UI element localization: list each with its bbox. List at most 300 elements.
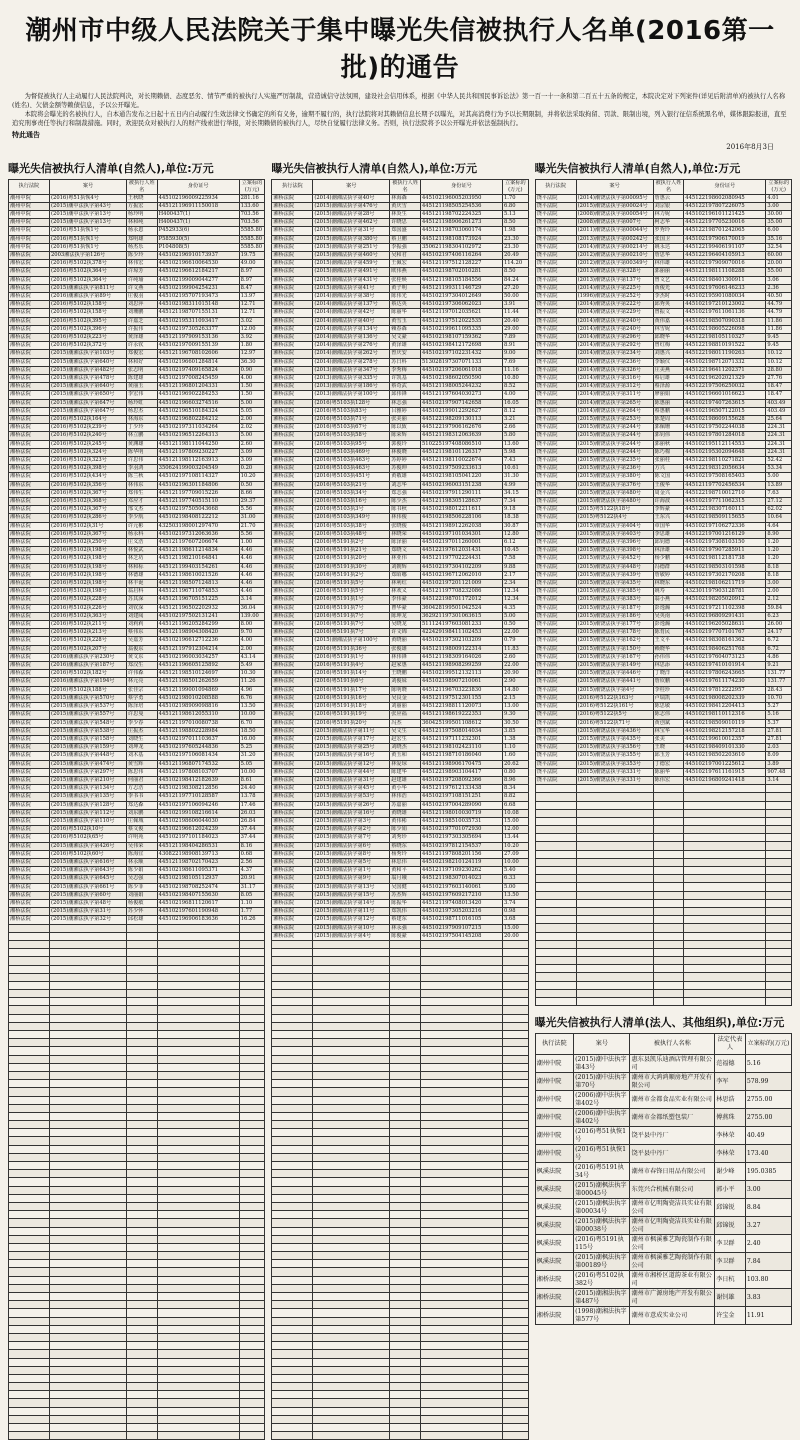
name-cell: 黄雪玉 (390, 317, 421, 325)
court-cell: 湘桥法院 (9, 801, 50, 809)
case-number-cell: (2016)粤5102执164号 (50, 415, 127, 423)
empty-cell (50, 1022, 127, 1030)
empty-cell (653, 858, 684, 866)
name-cell: 林海森 (390, 194, 421, 202)
table-row (272, 219, 528, 227)
table-row (535, 325, 791, 333)
empty-cell (766, 891, 792, 899)
amount-cell: 4.86 (766, 653, 792, 661)
table-row-filler (272, 973, 528, 981)
name-cell: 陈少菲 (126, 883, 157, 891)
empty-cell (9, 1063, 50, 1071)
id-cell: 邱锦锐 (715, 1217, 746, 1235)
empty-cell (313, 998, 390, 1006)
empty-cell (313, 1112, 390, 1120)
empty-cell (126, 1415, 157, 1423)
empty-cell (313, 1317, 390, 1325)
empty-cell (9, 1039, 50, 1047)
name-cell: 吴晓龙 (390, 621, 421, 629)
court-cell: 潮州中院 (535, 1109, 573, 1127)
empty-cell (239, 998, 265, 1006)
id-cell: 445102195302094648 (684, 448, 766, 456)
empty-cell (9, 1325, 50, 1333)
empty-cell (390, 1096, 421, 1104)
table-row-filler (535, 957, 791, 965)
case-number-cell: (2015)潮湘法执字第134号 (50, 785, 127, 793)
court-cell: 湘桥法院 (9, 883, 50, 891)
court-cell: 潮州中院 (9, 227, 50, 235)
court-cell: 饶平法院 (535, 432, 576, 440)
court-cell: 饶平法院 (535, 555, 576, 563)
empty-cell (684, 907, 766, 915)
case-number-cell: (2014)潮饶法执字第326号 (576, 366, 653, 374)
empty-cell (50, 1039, 127, 1047)
court-cell: 饶平法院 (535, 481, 576, 489)
table-row-filler (535, 834, 791, 842)
amount-cell: 10.12 (766, 358, 792, 366)
name-cell: 张丽桂 (653, 457, 684, 465)
id-cell: 445121198908299259 (420, 662, 502, 670)
empty-cell (9, 1383, 50, 1391)
name-cell: 许思曼 (126, 711, 157, 719)
empty-cell (390, 998, 421, 1006)
empty-cell (313, 1104, 390, 1112)
amount-cell: 11.44 (502, 309, 528, 317)
empty-cell (272, 990, 313, 998)
id-cell: 445122198312056634 (684, 465, 766, 473)
court-cell: 湘桥法院 (272, 358, 313, 366)
amount-cell: 6.70 (239, 719, 265, 727)
id-cell: 445102197008245459 (157, 374, 239, 382)
empty-cell (239, 1047, 265, 1055)
table-row-filler (272, 1178, 528, 1186)
case-number-cell: (2015)潮枫法执字第00045号 (574, 1181, 630, 1199)
amount-cell: 224.31 (766, 448, 792, 456)
table-row (272, 301, 528, 309)
empty-cell (50, 973, 127, 981)
table-row (272, 719, 528, 727)
table-row (9, 694, 265, 702)
id-cell: 445102199610012357 (684, 735, 766, 743)
empty-cell (502, 1358, 528, 1366)
court-cell: 湘桥法院 (272, 760, 313, 768)
empty-cell (502, 949, 528, 957)
empty-cell (420, 1088, 502, 1096)
name-cell: 黄庆雪 (390, 202, 421, 210)
name-cell: 林伟雄 (653, 260, 684, 268)
empty-cell (535, 850, 576, 858)
amount-cell: 6.33 (502, 875, 528, 883)
court-cell: 饶平法院 (535, 260, 576, 268)
table-row (272, 243, 528, 251)
name-cell: 李秀梅 (390, 366, 421, 374)
empty-cell (9, 973, 50, 981)
empty-cell (766, 809, 792, 817)
name-cell: 陈惠丽 (653, 399, 684, 407)
empty-cell (684, 826, 766, 834)
empty-cell (535, 924, 576, 932)
amount-cell: 10.30 (239, 670, 265, 678)
id-cell: 445102198606044030 (157, 817, 239, 825)
case-number-cell: (2016)粤5103执463号 (313, 465, 390, 473)
empty-cell (272, 1309, 313, 1317)
name-cell: 李伟豪 (390, 596, 421, 604)
amount-cell: 703.56 (239, 219, 265, 227)
id-cell: 445102198712071332 (684, 358, 766, 366)
case-number-cell: (2016)粤5103执95号 (313, 440, 390, 448)
empty-cell (239, 1325, 265, 1333)
empty-cell (576, 989, 653, 997)
table-row-filler (535, 907, 791, 915)
id-cell: 445122196411202371 (684, 366, 766, 374)
table-row (272, 678, 528, 686)
empty-cell (50, 1342, 127, 1350)
empty-cell (390, 1170, 421, 1178)
empty-cell (766, 883, 792, 891)
empty-cell (684, 973, 766, 981)
table-row (272, 776, 528, 784)
table-row (535, 1271, 791, 1289)
table-row (9, 637, 265, 645)
table-row (272, 817, 528, 825)
table-row (535, 465, 791, 473)
case-number-cell: (2015)潮饶法执字第480号 (576, 498, 653, 506)
id-cell: 445102198105041220 (420, 473, 502, 481)
amount-cell: 2.00 (239, 415, 265, 423)
empty-cell (390, 1022, 421, 1030)
amount-cell: 3.09 (239, 448, 265, 456)
empty-cell (313, 1432, 390, 1440)
table-row (9, 621, 265, 629)
court-cell: 饶平法院 (535, 440, 576, 448)
amount-cell: 12.34 (502, 596, 528, 604)
amount-cell: 23.30 (502, 243, 528, 251)
id-cell: 445121197808103707 (157, 768, 239, 776)
empty-cell (313, 1391, 390, 1399)
name-cell: 李宏伟 (126, 391, 157, 399)
court-cell: 湘桥法院 (272, 350, 313, 358)
empty-cell (239, 1186, 265, 1194)
court-cell: 饶平法院 (535, 514, 576, 522)
name-cell: 陈少杰 (390, 498, 421, 506)
table-row (535, 539, 791, 547)
case-number-cell: (2016)粤5191执19号 (313, 711, 390, 719)
amount-cell: 8.05 (239, 891, 265, 899)
id-cell: 445102197009155139 (157, 342, 239, 350)
name-cell: 廖丽娟 (653, 391, 684, 399)
id-cell: 445102199904254231 (157, 284, 239, 292)
case-number-cell: (2015)潮湘法执字第135号 (50, 793, 127, 801)
empty-cell (272, 1227, 313, 1235)
empty-cell (126, 1211, 157, 1219)
empty-cell (535, 834, 576, 842)
name-cell: 许元彬 (126, 522, 157, 530)
empty-cell (239, 990, 265, 998)
empty-cell (272, 1399, 313, 1407)
name-cell: 郑凯伟 (390, 908, 421, 916)
case-number-cell: (2016)粤5102执367号 (50, 530, 127, 538)
name-cell: 陈以致 (390, 424, 421, 432)
id-cell: 445102198308212856 (157, 785, 239, 793)
case-number-cell: (2015)潮饶法执字第186号 (576, 612, 653, 620)
empty-cell (390, 1047, 421, 1055)
empty-cell (239, 1309, 265, 1317)
name-cell: 杨少鹏 (653, 555, 684, 563)
name-cell: 罗秀玲 (653, 227, 684, 235)
empty-cell (420, 1211, 502, 1219)
name-cell: 郑伟生 (126, 489, 157, 497)
table-row-filler (272, 1407, 528, 1415)
empty-cell (50, 924, 127, 932)
empty-cell (50, 1170, 127, 1178)
empty-cell (9, 932, 50, 940)
empty-cell (126, 1096, 157, 1104)
id-cell: 445102196603274516 (157, 399, 239, 407)
name-cell: 李羽鸿 (126, 465, 157, 473)
name-cell: 郑国盛 (390, 227, 421, 235)
empty-cell (653, 957, 684, 965)
case-number-cell: (2016)粤5102执198号 (50, 555, 127, 563)
amount-cell: 9.00 (502, 350, 528, 358)
empty-cell (50, 1055, 127, 1063)
court-cell: 饶平法院 (535, 350, 576, 358)
name-cell: 方兴 (653, 465, 684, 473)
court-cell: 湘桥法院 (9, 317, 50, 325)
empty-cell (313, 1293, 390, 1301)
empty-cell (126, 1071, 157, 1079)
empty-cell (502, 1080, 528, 1088)
table-row-filler (272, 1031, 528, 1039)
empty-cell (502, 1342, 528, 1350)
court-cell: 饶平法院 (535, 506, 576, 514)
amount-cell: 4.35 (502, 604, 528, 612)
empty-cell (272, 1202, 313, 1210)
empty-cell (9, 949, 50, 957)
amount-cell: 44.79 (766, 309, 792, 317)
empty-cell (9, 990, 50, 998)
empty-cell (9, 1014, 50, 1022)
table-row (535, 317, 791, 325)
case-number-cell: (2015)潮饶法执字第178号 (576, 629, 653, 637)
id-cell: 445102196906183636 (157, 916, 239, 924)
table-row-filler (9, 1055, 265, 1063)
empty-cell (535, 916, 576, 924)
empty-cell (502, 1121, 528, 1129)
court-cell: 饶平法院 (535, 268, 576, 276)
empty-cell (126, 965, 157, 973)
case-number-cell: (2016)粤5191执17号 (313, 686, 390, 694)
empty-cell (576, 916, 653, 924)
name-cell: 林伟俊 (390, 514, 421, 522)
court-cell: 饶平法院 (535, 670, 576, 678)
empty-cell (502, 1047, 528, 1055)
name-cell: 蔡泽源 (653, 383, 684, 391)
empty-cell (239, 1202, 265, 1210)
id-cell: 李日杭 (715, 1271, 746, 1289)
court-cell: 饶平法院 (535, 563, 576, 571)
empty-cell (502, 1432, 528, 1440)
empty-cell (576, 809, 653, 817)
amount-cell: 3.14 (239, 596, 265, 604)
table-row (535, 580, 791, 588)
empty-cell (653, 883, 684, 891)
court-cell: 湘桥法院 (9, 637, 50, 645)
id-cell: P585930(5) (157, 235, 239, 243)
empty-cell (126, 1268, 157, 1276)
amount-cell: 10.64 (766, 514, 792, 522)
header-id: 身份证号 (420, 179, 502, 194)
empty-cell (157, 1071, 239, 1079)
table-row-filler (272, 1080, 528, 1088)
empty-cell (502, 965, 528, 973)
empty-cell (126, 1153, 157, 1161)
id-cell: 445121198906170475 (420, 760, 502, 768)
table-row-filler (9, 949, 265, 957)
case-number-cell: (2016)粤5102执223号 (50, 333, 127, 341)
case-number-cell: (1996)潮饶法执字第252号 (576, 292, 653, 300)
header-org-name: 被执行人名称 (630, 1034, 715, 1055)
table-row (9, 776, 265, 784)
case-number-cell: (2016)粤5102执213号 (50, 629, 127, 637)
empty-cell (576, 948, 653, 956)
amount-cell: 2.36 (766, 284, 792, 292)
court-cell: 饶平法院 (535, 276, 576, 284)
empty-cell (239, 973, 265, 981)
amount-cell: 8.66 (239, 489, 265, 497)
empty-cell (9, 1145, 50, 1153)
court-cell: 湘桥法院 (272, 793, 313, 801)
empty-cell (420, 1063, 502, 1071)
name-cell: 王俊华 (653, 481, 684, 489)
amount-cell: 8.82 (502, 793, 528, 801)
empty-cell (576, 973, 653, 981)
empty-cell (390, 1415, 421, 1423)
id-cell: 445102197106272336 (684, 522, 766, 530)
id-cell: 445102197302103209 (420, 637, 502, 645)
id-cell: 445102198010208588 (157, 694, 239, 702)
empty-cell (9, 1366, 50, 1374)
court-cell: 湘桥法院 (272, 621, 313, 629)
name-cell: 潮州市大鸿鸿顺房地产开发有限公司 (630, 1073, 715, 1091)
amount-cell: 9.45 (766, 333, 792, 341)
id-cell: 445102198401300911 (684, 276, 766, 284)
court-cell: 湘桥法院 (9, 399, 50, 407)
amount-cell: 11.16 (502, 366, 528, 374)
court-cell: 饶平法院 (535, 580, 576, 588)
empty-cell (502, 1235, 528, 1243)
id-cell: 445102197208092366 (420, 776, 502, 784)
amount-cell: 4.46 (239, 547, 265, 555)
empty-cell (272, 1366, 313, 1374)
id-cell: 445121197012035621 (420, 309, 502, 317)
empty-cell (272, 1333, 313, 1341)
name-cell: 林泽雄 (653, 547, 684, 555)
id-cell: 445102197305263377 (157, 325, 239, 333)
amount-cell: 5.80 (502, 432, 528, 440)
table-row-filler (9, 1170, 265, 1178)
case-number-cell: (2014)潮饶法执字第312号 (576, 383, 653, 391)
name-cell: 林海东 (126, 415, 157, 423)
amount-cell: 12.97 (239, 350, 265, 358)
empty-cell (239, 1145, 265, 1153)
amount-cell: 20.49 (502, 251, 528, 259)
empty-cell (272, 1129, 313, 1137)
name-cell: 庄美燕 (653, 366, 684, 374)
amount-cell: 1.10 (502, 744, 528, 752)
id-cell: 445121198005244232 (420, 383, 502, 391)
amount-cell: 4.00 (502, 391, 528, 399)
id-cell: 445102196003151238 (420, 481, 502, 489)
court-cell: 湘桥法院 (9, 817, 50, 825)
name-cell: 林德雄 (126, 571, 157, 579)
case-number-cell: (2015)潮饶法执字第162号 (576, 637, 653, 645)
empty-cell (535, 842, 576, 850)
empty-cell (272, 1014, 313, 1022)
empty-cell (272, 1153, 313, 1161)
amount-cell: 37.44 (239, 834, 265, 842)
empty-cell (239, 1112, 265, 1120)
column-1 (8, 158, 265, 1440)
table-row-filler (9, 1260, 265, 1268)
table-row (535, 498, 791, 506)
name-cell: 潮州市湘桥区道韵茶业有限公司 (630, 1271, 715, 1289)
empty-cell (50, 1071, 127, 1079)
empty-cell (653, 817, 684, 825)
case-number-cell: (2015)潮湘法执字第31号 (313, 227, 390, 235)
case-number-cell: (2015)潮饶法执字第244号 (576, 424, 653, 432)
case-number-cell: (2015)潮饶法执字第396号 (576, 539, 653, 547)
name-cell: 邱晓华 (653, 333, 684, 341)
case-number-cell: (2015)潮饶法执字第235号 (576, 457, 653, 465)
court-cell: 湘桥法院 (272, 768, 313, 776)
court-cell: 潮州中院 (535, 1055, 573, 1073)
table-header-row (9, 179, 265, 194)
case-number-cell: (2015)潮湘法执字第426号 (50, 842, 127, 850)
table-row (9, 399, 265, 407)
empty-cell (390, 1039, 421, 1047)
name-cell: 林元亮 (126, 678, 157, 686)
empty-cell (313, 1415, 390, 1423)
table-row (535, 1289, 791, 1307)
empty-cell (272, 1186, 313, 1194)
empty-cell (50, 957, 127, 965)
empty-cell (157, 981, 239, 989)
empty-cell (157, 1014, 239, 1022)
empty-cell (272, 1415, 313, 1423)
name-cell: 黄玉和 (390, 752, 421, 760)
table-row-filler (272, 1170, 528, 1178)
table-header-row (535, 179, 791, 194)
amount-cell: 20.00 (766, 260, 792, 268)
id-cell: 445102197711062315 (684, 498, 766, 506)
case-number-cell: (1998)潮湘法执字第577号 (574, 1307, 630, 1325)
empty-cell (9, 957, 50, 965)
table-row (535, 202, 791, 210)
id-cell: 445122198710012710 (684, 489, 766, 497)
case-number-cell: (2014)潮饶法执字第222号 (576, 301, 653, 309)
empty-cell (239, 1071, 265, 1079)
empty-cell (502, 973, 528, 981)
case-number-cell: (2015)潮饶法执字第253号 (576, 415, 653, 423)
table-row-filler (9, 965, 265, 973)
id-cell: 445121198110022674 (420, 457, 502, 465)
id-cell: 445102197308103150 (684, 539, 766, 547)
table-row-filler (9, 1145, 265, 1153)
empty-cell (766, 867, 792, 875)
empty-cell (502, 990, 528, 998)
empty-cell (239, 1415, 265, 1423)
name-cell: 黄敬雄 (390, 473, 421, 481)
